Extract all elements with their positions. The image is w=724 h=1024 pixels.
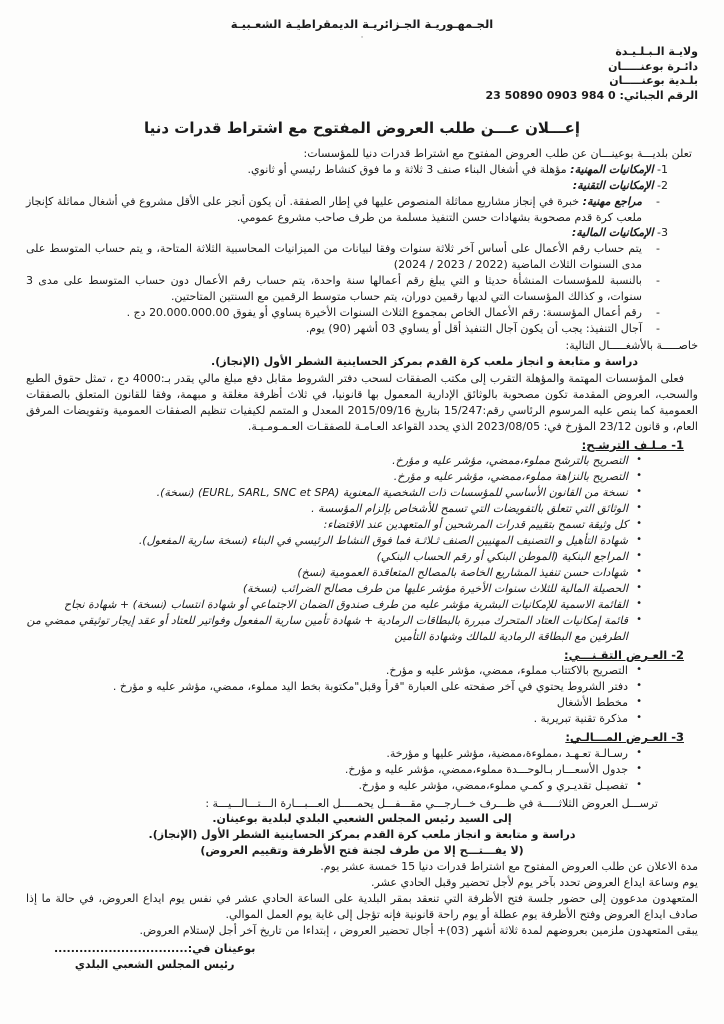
announcement-title: إعـــلان عـــن طلب العروض المفتوح مع اشتراط قدرات دنيا: [143, 119, 581, 138]
tax-number-line: الرقم الجبائي: 0 984 0903 50890 23: [485, 89, 698, 103]
authority-header-block: [26, 45, 698, 104]
financial-rule-item: - رقم أعمال المؤسسة: رقم الأعمال الخاص بمجموع الثلاث السنوات الأخيرة يساوي أو يفوق 20.000.000.00 دج .: [26, 305, 698, 321]
capability-text: مؤهلة في أشغال البناء صنف 3 ثلاثة و ما فوق كنشاط رئيسي أو ثانوي.: [247, 162, 571, 176]
list-item: • مذكرة تقنية تبريرية .: [26, 711, 642, 727]
reference-label: مراجع مهنية:: [582, 194, 642, 208]
list-item: • تفصيـل تقديـري و كمـي مملوء،ممضي، مؤشر عليه و مؤرخ.: [26, 778, 642, 794]
capability-number: 1-: [657, 162, 668, 176]
list-item: • جدول الأسعـــار بـالوحـــدة مملوء،ممضي، مؤشر عليه و مؤرخ.: [26, 762, 642, 778]
republic-header: الجـمهـوريـة الجـزائريـة الديمقراطيـة الشعـبيـة: [230, 17, 494, 31]
closing-line: مدة الاعلان عن طلب العروض المفتوح مع اشتراط قدرات دنيا 15 خمسة عشر يوم.: [320, 860, 698, 874]
signature-title-line: رئيس المجلس الشعبي البلدي: [74, 957, 235, 971]
list-item: • التصريح بالاكتتاب مملوء، ممضي، مؤشر عليه و مؤرخ.: [26, 663, 642, 679]
list-item: • التصريح بالنزاهة مملوء،ممضي، مؤشر عليه و مؤرخ.: [26, 469, 642, 485]
closing-line: المتعهدون مدعوون إلى حضور جلسة فتح الأظرفة التي تنعقد بمقر البلدية على الساعة الحادي عشر في نفس يوم ايداع العروض، في حالة ما إذا صادف ايداع العروض وفتح الأظرفة يوم عطلة أو يوم راحة قانونية فإنه تؤجل إلى غاية يوم العمل الموالي.: [26, 892, 698, 922]
envelope-intro-line: ترســـل العروض الثلاثـــــة في ظـــرف خـــارجـــي مقـــفـــل يحمـــــل العـــبـــارة الـــتـــالـــيـــة :: [205, 796, 658, 810]
financial-rule-item: - بالنسبة للمؤسسات المنشأة حديثا و التي يبلغ رقم أعمالها سنة واحدة، يتم حساب رقم الأعمال دون حساب المتوسط على مدى 3 سنوات، و كذالك المؤسسات التي لديها رقمين دوران، يتم حساب متوسط الرقمين مع السنتين المتاحتين.: [26, 273, 698, 305]
financial-rule-item: - يتم حساب رقم الأعمال على أساس آخر ثلاثة سنوات وفقا لبيانات من الميزانيات المحاسبية الثلاثة المتاحة، و يتم حساب المتوسط على مدى السنوات الثلاث الماضية (2022 / 2023 / 2024): [26, 241, 698, 273]
capability-label: الإمكانيات التقنية:: [572, 178, 654, 192]
signature-place-line: بوعينان في:................................: [54, 941, 256, 955]
financial-rule-item: - آجال التنفيذ: يجب أن يكون آجال التنفيذ أقل أو يساوي 03 أشهر (90) يوم.: [26, 321, 698, 337]
list-item: • شهادات حسن تنفيذ المشاريع الخاصة بالمصالح المتعاقدة العمومية (نسخ): [26, 565, 642, 581]
candidacy-section-heading: 1- مـلـف الترشـح:: [581, 437, 684, 452]
intro-line: تعلن بلديـــة بوعينـــان عن طلب العروض المفتوح مع اشتراط قدرات دنيا للمؤسسات:: [303, 146, 692, 160]
financial-offer-heading: 3- العـرض المـــالـي:: [565, 730, 684, 745]
daira-line: دائـرة بوعنـــــان: [608, 59, 698, 73]
terms-paragraph: فعلى المؤسسات المهتمة والمؤهلة التقرب إلى مكتب الصفقات لسحب دفتر الشروط مقابل دفع مبلغ مالي يقدر بـ:4000 دج ، تمثل حقوق الطبع والسحب، العروض المقدمة تكون مصحوبة بالوثائق الإدارية المعمول بها قانونيا، في ثلاث أظرفة مغلقة و مبهمة، وفقا للقانون المتعلق بالصفقات العمومية كما ينص عليه المرسوم الرئاسي رقم:15/247 بتاريخ 2015/09/16 المعدل و المتمم لكيفيات تنظيم الصفقات العمومية وتفويضات المرفق العام، و قانون 23/12 المؤرخ في: 2023/08/05 الذي يحدد القواعد العـامـة للصفقـات العـمـومـيـة.: [26, 371, 698, 433]
list-item: • رسـالـة تعـهـد ،مملوءة،ممضية، مؤشر عليها و مؤرخة.: [26, 746, 642, 762]
capability-technical: [26, 178, 698, 194]
capability-professional: [26, 162, 698, 178]
capability-financial: [26, 225, 698, 241]
list-item: • التصريح بالترشح مملوء،ممضي، مؤشر عليه و مؤرخ.: [26, 453, 642, 469]
commune-line: بلـدية بوعنـــــان: [609, 74, 698, 88]
closing-line: يوم وساعة ايداع العروض تحدد بآخر يوم لأجل تحضير وقبل الحادي عشر.: [371, 876, 698, 890]
list-item: • الحصيلة المالية للثلاث سنوات الأخيرة مؤشر عليها من طرف مصالح الضرائب (نسخة): [26, 581, 642, 597]
professional-reference-item: [26, 194, 698, 226]
wilaya-line: ولايـة الـبـلـيـدة: [615, 44, 698, 58]
technical-offer-list: [26, 663, 698, 727]
financial-offer-list: [26, 746, 698, 794]
list-item: • نسخة من القانون الأساسي للمؤسسات ذات الشخصية المعنوية (EURL, SARL, SNC et SPA) (نسخة).: [26, 485, 642, 501]
technical-offer-heading: 2- العـرض التقـنـــي:: [564, 647, 684, 662]
envelope-warning-line: (لا يفـــتـــح إلا من طرف لجنة فتح الأظرفة وتقييم العروض): [200, 844, 524, 858]
list-item: • قائمة إمكانيات العتاد المتحرك مبررة بالبطاقات الرمادية + شهادة تأمين سارية المفعول وفواتير للعتاد أو عقد إيجار توثيقي ممضي من الطرفين مع البطاقة الرمادية للمالك وشهادة التأمين: [26, 613, 642, 645]
list-item: • دفتر الشروط يحتوي في آخر صفحته على العبارة "قرأ وقبل"مكتوبة بخط اليد مملوء، ممضي، مؤشر عليه و مؤرخ .: [26, 679, 642, 695]
capability-label: الإمكانيات المهنية:: [570, 162, 654, 176]
reference-text: خبرة في إنجاز مشاريع مماثلة المنصوص عليها في إطار الصفقة. أن يكون أنجز على الأقل مشروع في أشغال مماثلة كإنجاز ملعب كرة قدم مصحوبة بشهادات حسن التنفيذ مسلمة من طرف صاحب مشروع عمومي.: [26, 194, 642, 224]
scan-mark: ·: [360, 32, 364, 43]
project-title-line: دراسة و متابعة و انجاز ملعب كرة القدم بمركز الحساينية الشطر الأول (الإنجاز).: [211, 354, 638, 368]
works-intro-line: خاصـــــة بالأشغـــــال التالية:: [565, 339, 698, 353]
closing-line: يبقى المتعهدون ملزمين بعروضهم لمدة ثلاثة أشهر (03)+ أجال تحضير العروض ، إبتداءا من تاريخ آخر أجل لإستلام العروض.: [139, 924, 698, 937]
list-item: • شهادة التأهيل و التصنيف المهنيين الصنف ثـلاثـة فما فوق النشاط الرئيسي في البناء (نسخة سارية المفعول).: [26, 533, 642, 549]
envelope-address-line: إلى السيد رئيس المجلس الشعبي البلدي لبلدية بوعينان.: [212, 812, 512, 826]
envelope-project-line: دراسة و متابعة و انجاز ملعب كرة القدم بمركز الحساينية الشطر الأول (الإنجاز).: [148, 828, 576, 842]
capability-number: 3-: [657, 226, 668, 240]
capability-label: الإمكانيات المالية:: [571, 226, 654, 240]
list-item: • المراجع البنكية (الموطن البنكي أو رقم الحساب البنكي): [26, 549, 642, 565]
candidacy-file-list: [26, 453, 698, 644]
list-item: • كل وثيقة تسمح بتقييم قدرات المرشحين أو المتعهدين عند الاقتضاء:: [26, 517, 642, 533]
list-item: • مخطط الأشغال: [26, 695, 642, 711]
list-item: • الوثائق التي تتعلق بالتفويضات التي تسمح للأشخاص بإلزام المؤسسة .: [26, 501, 642, 517]
signature-block: [54, 941, 255, 973]
capability-number: 2-: [657, 178, 668, 192]
list-item: • القائمة الاسمية للإمكانيات البشرية مؤشر عليه من طرف صندوق الضمان الاجتماعي أو شهادة انتساب (نسخة) + شهادة نجاح: [26, 597, 642, 613]
